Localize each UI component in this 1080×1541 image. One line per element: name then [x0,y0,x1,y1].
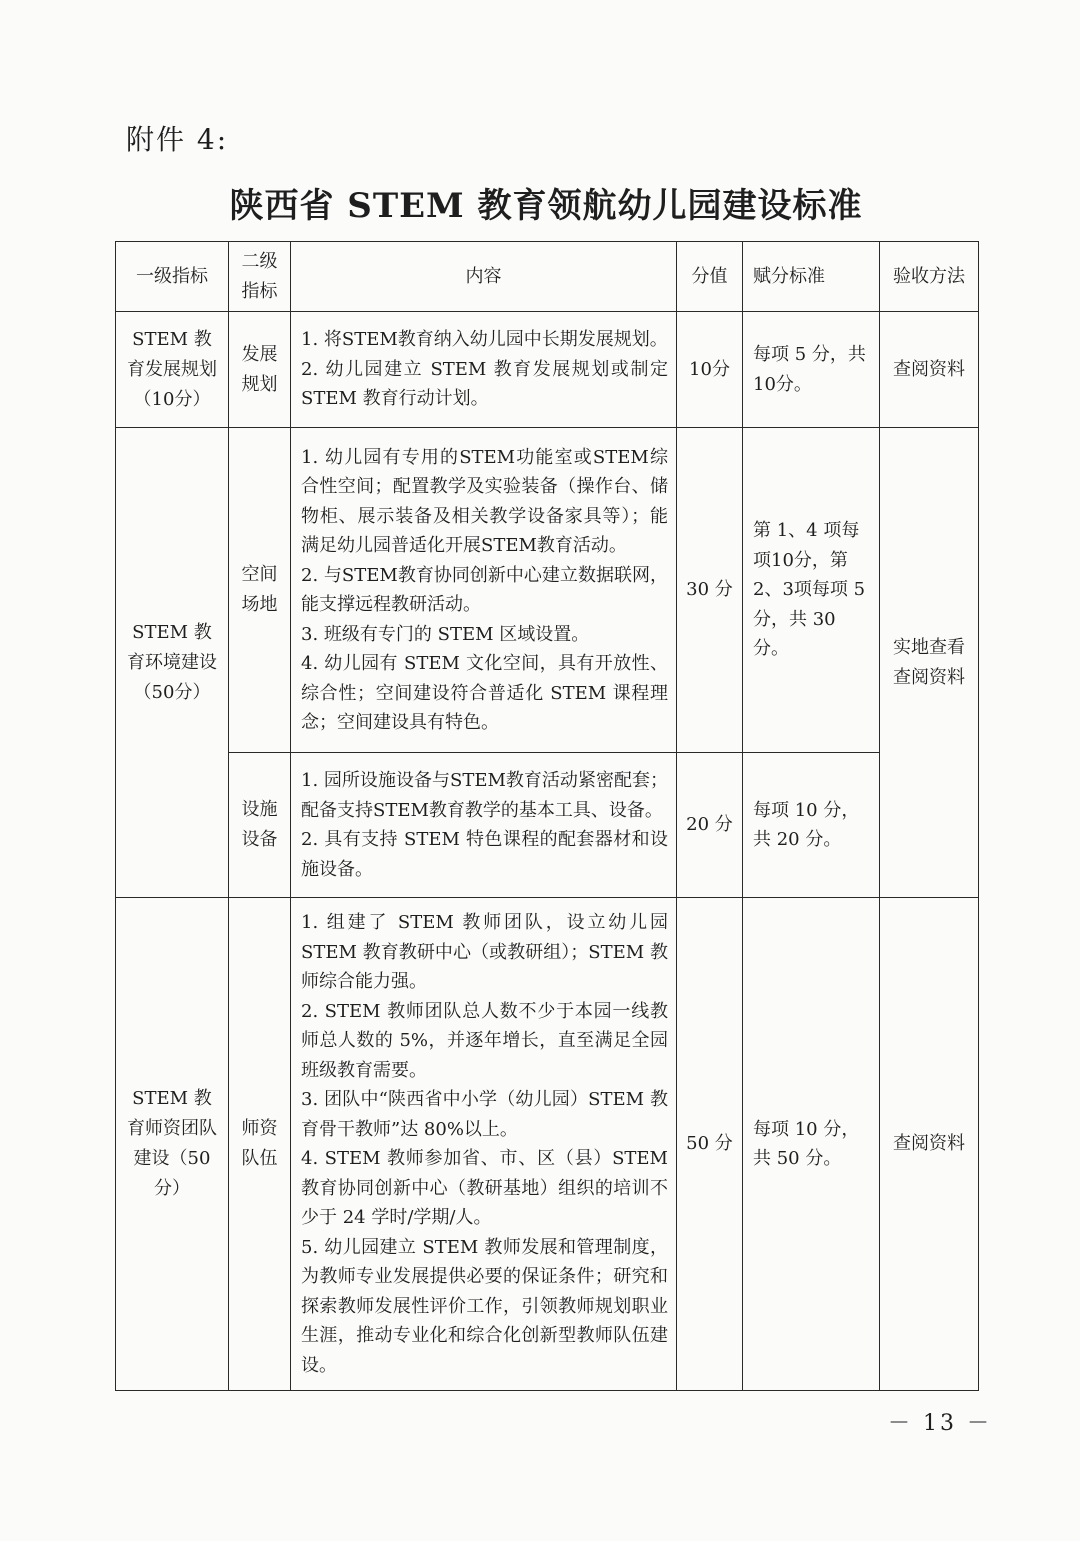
scoring-cell: 每项 10 分，共 20 分。 [743,753,880,898]
content-item: 5. 幼儿园建立 STEM 教师发展和管理制度，为教师专业发展提供必要的保证条件；研究和探索教师发展性评价工作，引领教师规划职业生涯，推动专业化和综合化创新型教师队伍建设。 [301,1236,668,1376]
level2-cell: 空间场地 [229,428,291,753]
table-row [116,898,979,1391]
content-cell [291,312,677,428]
content-item: 2. STEM 教师团队总人数不少于本园一线教师总人数的 5%，并逐年增长，直至满足全园班级教育需要。 [301,1000,668,1081]
points-cell: 10分 [677,312,743,428]
level1-cell: STEM 教育发展规划（10分） [116,312,229,428]
header-level1: 一级指标 [116,242,229,312]
level2-cell: 师资队伍 [229,898,291,1391]
content-item: 1. 将STEM教育纳入幼儿园中长期发展规划。 [301,329,668,351]
points-cell: 30 分 [677,428,743,753]
scoring-cell: 每项 5 分，共10分。 [743,312,880,428]
points-cell: 20 分 [677,753,743,898]
header-scoring: 赋分标准 [743,242,880,312]
method-cell: 查阅资料 [880,898,979,1391]
content-item: 3. 团队中“陕西省中小学（幼儿园）STEM 教育骨干教师”达 80%以上。 [301,1089,668,1140]
method-cell: 查阅资料 [880,312,979,428]
content-item: 3. 班级有专门的 STEM 区域设置。 [301,623,590,645]
table-row [116,428,979,753]
document-title: 陕西省 STEM 教育领航幼儿园建设标准 [229,186,863,226]
content-item: 2. 具有支持 STEM 特色课程的配套器材和设施设备。 [301,829,668,880]
attachment-label: 附件 4: [126,123,229,156]
level2-cell: 设施设备 [229,753,291,898]
level1-cell: STEM 教育师资团队建设（50分） [116,898,229,1391]
content-item: 2. 幼儿园建立 STEM 教育发展规划或制定STEM 教育行动计划。 [301,358,668,410]
header-method: 验收方法 [880,242,979,312]
table-row [116,312,979,428]
header-level2: 二级指标 [229,242,291,312]
content-item: 1. 组建了 STEM 教师团队，设立幼儿园 STEM 教育教研中心（或教研组）；STEM 教师综合能力强。 [301,912,668,992]
scoring-cell: 第 1、4 项每项10分，第2、3项每项 5 分，共 30 分。 [743,428,880,753]
header-points: 分值 [677,242,743,312]
header-row [116,242,979,312]
content-item: 2. 与STEM教育协同创新中心建立数据联网，能支撑远程教研活动。 [301,564,668,615]
standards-table [115,241,979,1391]
content-item: 1. 幼儿园有专用的STEM功能室或STEM综合性空间；配置教学及实验装备（操作台、储物柜、展示装备及相关教学设备家具等）；能满足幼儿园普适化开展STEM教育活动。 [301,446,668,556]
content-item: 4. STEM 教师参加省、市、区（县）STEM 教育协同创新中心（教研基地）组织的培训不少于 24 学时/学期/人。 [301,1148,668,1228]
points-cell: 50 分 [677,898,743,1391]
content-cell [291,428,677,753]
content-cell [291,898,677,1391]
table-row [116,753,979,898]
level1-cell: STEM 教育环境建设（50分） [116,428,229,898]
content-item: 4. 幼儿园有 STEM 文化空间，具有开放性、综合性；空间建设符合普适化 STEM 课程理念；空间建设具有特色。 [301,653,668,733]
scoring-cell: 每项 10 分，共 50 分。 [743,898,880,1391]
content-cell [291,753,677,898]
header-content: 内容 [291,242,677,312]
content-item: 1. 园所设施设备与STEM教育活动紧密配套；配备支持STEM教育教学的基本工具、设备。 [301,770,668,821]
level2-cell: 发展规划 [229,312,291,428]
method-cell: 实地查看查阅资料 [880,428,979,898]
page-number: － 13 － [888,1411,992,1436]
